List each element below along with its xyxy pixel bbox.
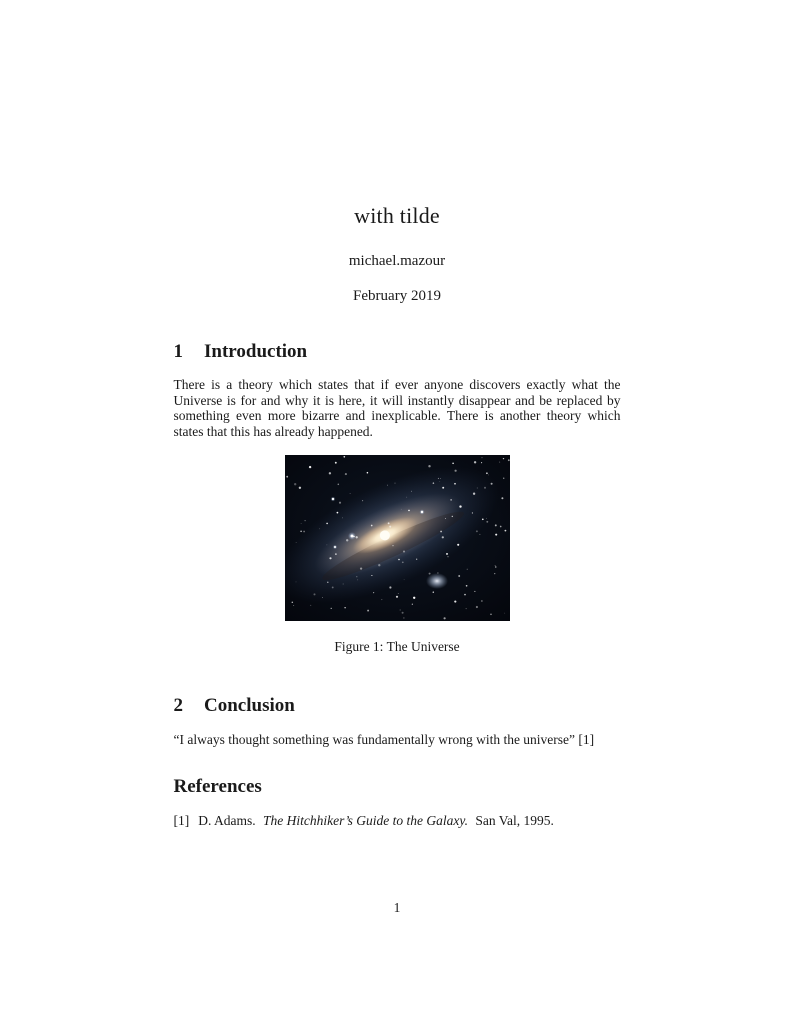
figure-caption (174, 639, 621, 655)
section-heading-introduction (174, 341, 621, 363)
galaxy-illustration (285, 455, 510, 621)
reference-text (198, 813, 620, 829)
page-number: 1 (393, 900, 401, 915)
introduction-paragraph: There is a theory which states that if ever anyone discovers exactly what the Universe is for and why it is here, it will instantly disappear and be replaced by something even more bizarre and inexplicable. There is another theory which states that this has already happened. (173, 377, 621, 439)
figure-caption-text: The Universe (386, 639, 460, 655)
galaxy-image (285, 455, 510, 621)
section-number: 1 (173, 341, 183, 362)
figure-caption-label: Figure 1: (334, 639, 384, 655)
section-title: Introduction (204, 341, 308, 362)
figure-block (174, 455, 621, 655)
document-author: michael.mazour (348, 253, 446, 269)
reference-title: The Hitchhiker’s Guide to the Galaxy. (263, 812, 468, 828)
document-title: with tilde (354, 203, 440, 228)
reference-entry (174, 813, 621, 829)
section-title: Conclusion (204, 695, 295, 717)
conclusion-paragraph: “I always thought something was fundamentally wrong with the universe” [1] (173, 732, 595, 748)
reference-publisher: San Val, 1995. (475, 812, 554, 828)
references-heading: References (173, 775, 262, 797)
section-number: 2 (173, 695, 183, 717)
reference-authors: D. Adams. (198, 812, 256, 828)
reference-marker: [1] (173, 812, 190, 828)
section-heading-conclusion (174, 695, 621, 717)
document-date: February 2019 (353, 288, 441, 304)
document-content (174, 0, 621, 829)
